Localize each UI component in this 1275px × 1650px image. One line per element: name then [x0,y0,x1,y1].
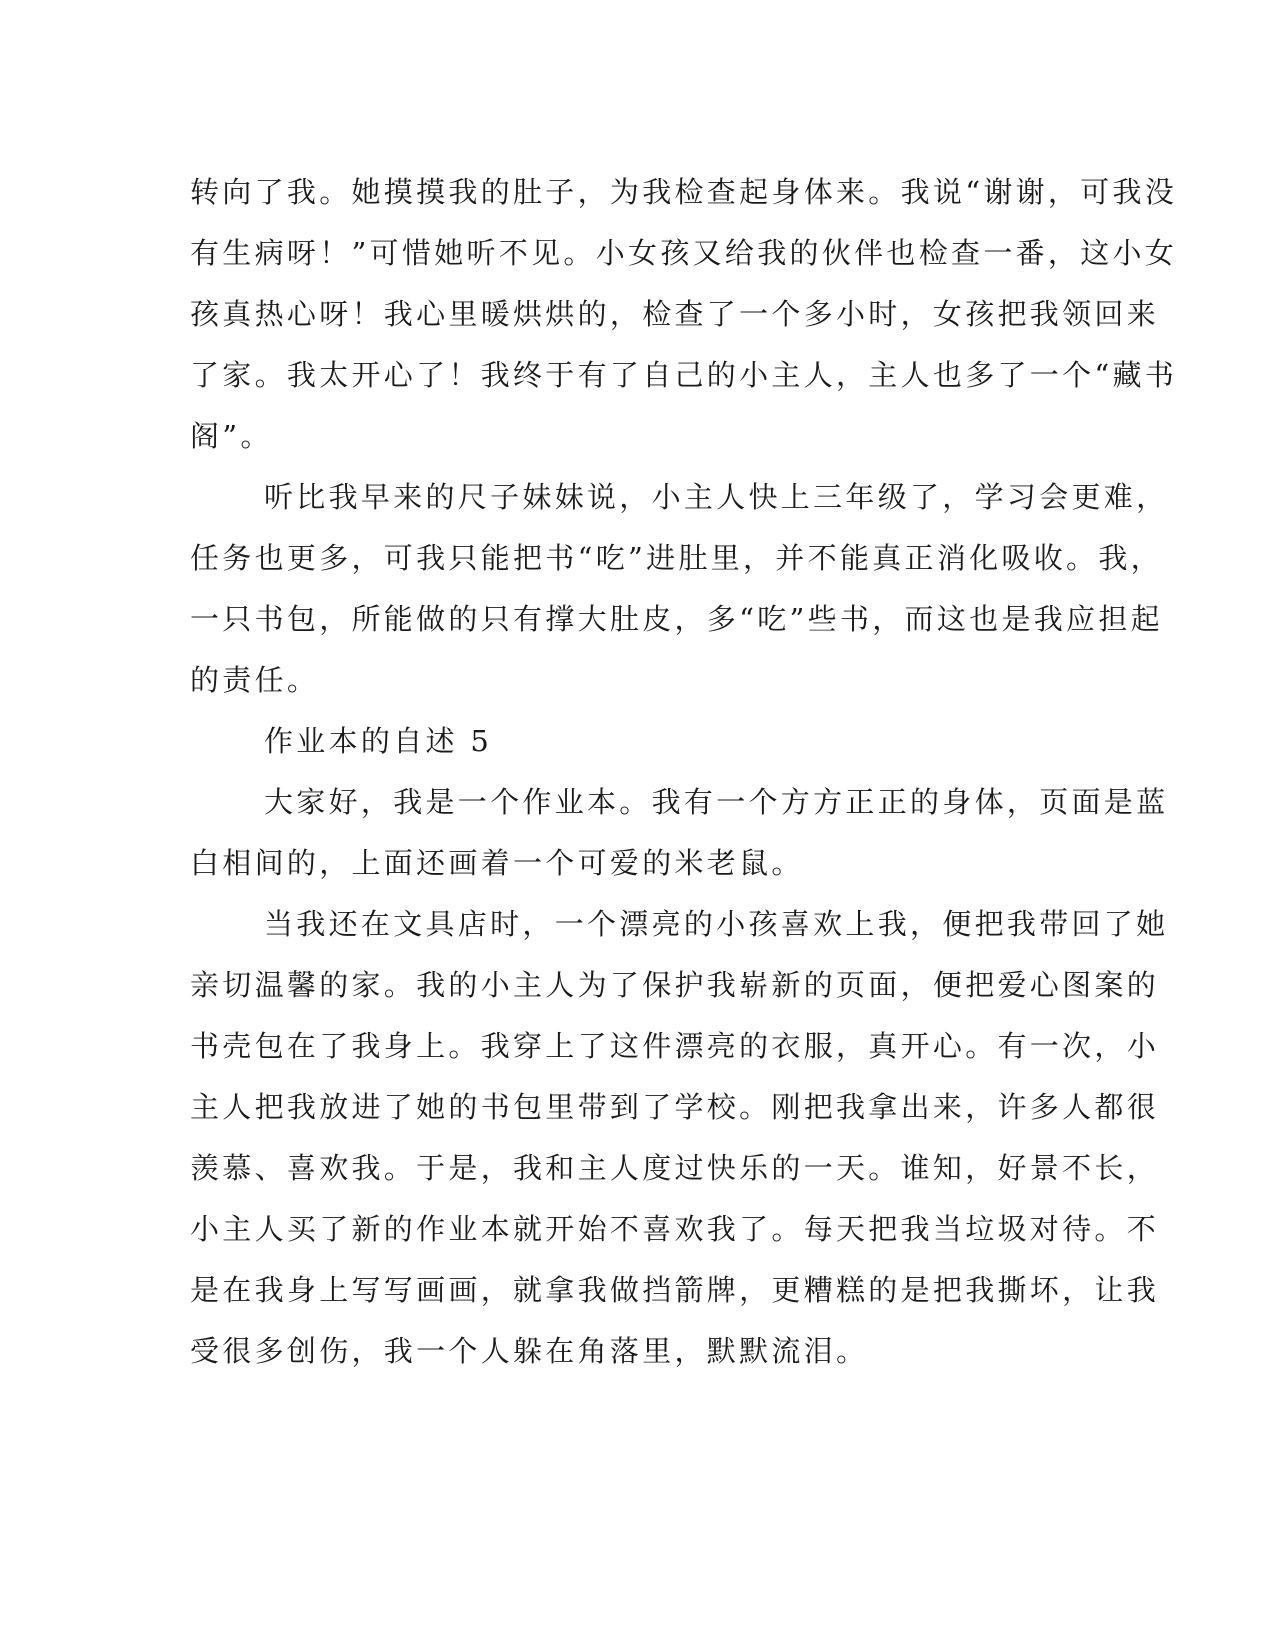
text-line: 受很多创伤，我一个人躲在角落里，默默流泪。 [190,1334,869,1368]
text-line: 听比我早来的尺子妹妹说，小主人快上三年级了，学习会更难， [264,480,1169,514]
paragraph-3 [190,772,1169,894]
text-line: 亲切温馨的家。我的小主人为了保护我崭新的页面，便把爱心图案的 [190,968,1160,1002]
text-line: 白相间的，上面还画着一个可爱的米老鼠。 [190,846,804,880]
text-line: 一只书包，所能做的只有撑大肚皮，多“吃”些书，而这也是我应担起 [190,602,1163,636]
text-line: 是在我身上写写画画，就拿我做挡箭牌，更糟糕的是把我撕坏，让我 [190,1273,1160,1307]
heading-text: 作业本的自述 5 [264,724,493,758]
text-line: 有生病呀！”可惜她听不见。小女孩又给我的伙伴也检查一番，这小女 [190,236,1178,270]
text-line: 了家。我太开心了！我终于有了自己的小主人，主人也多了一个“藏书 [190,358,1178,392]
text-line: 转向了我。她摸摸我的肚子，为我检查起身体来。我说“谢谢，可我没 [190,175,1178,209]
text-line: 大家好，我是一个作业本。我有一个方方正正的身体，页面是蓝 [264,785,1169,819]
text-line: 小主人买了新的作业本就开始不喜欢我了。每天把我当垃圾对待。不 [190,1212,1160,1246]
text-line: 书壳包在了我身上。我穿上了这件漂亮的衣服，真开心。有一次，小 [190,1029,1160,1063]
section-heading [190,711,1080,772]
text-line: 羡慕、喜欢我。于是，我和主人度过快乐的一天。谁知，好景不长， [190,1151,1160,1185]
text-line: 任务也更多，可我只能把书“吃”进肚里，并不能真正消化吸收。我， [190,541,1163,575]
paragraph-1 [190,162,1178,467]
text-line: 当我还在文具店时，一个漂亮的小孩喜欢上我，便把我带回了她 [264,907,1169,941]
text-line: 孩真热心呀！我心里暖烘烘的，检查了一个多小时，女孩把我领回来 [190,297,1160,331]
text-line: 的责任。 [190,663,320,697]
paragraph-4 [190,894,1169,1382]
text-line: 主人把我放进了她的书包里带到了学校。刚把我拿出来，许多人都很 [190,1090,1160,1124]
document-body [190,162,1178,1382]
text-line: 阁”。 [190,419,273,453]
paragraph-2 [190,467,1169,711]
